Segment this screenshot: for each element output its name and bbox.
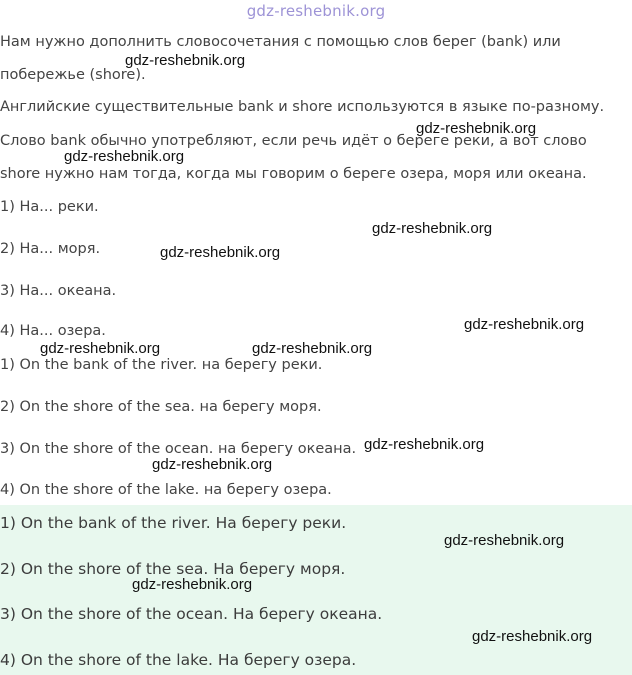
intro-line-4: Слово bank обычно употребляют, если речь идёт о береге реки, а вот слово [0,133,587,149]
intro-line-3: Английские существительные bank и shore используются в языке по-разному. [0,99,605,115]
watermark: gdz-reshebnik.org [152,456,273,473]
watermark: gdz-reshebnik.org [372,220,493,237]
watermark: gdz-reshebnik.org [464,316,585,333]
intro-line-2: побережье (shore). [0,67,146,83]
watermark: gdz-reshebnik.org [64,148,185,165]
translation-item-4: 4) On the shore of the lake. на берегу озера. [0,482,332,498]
watermark: gdz-reshebnik.org [132,576,253,593]
watermark: gdz-reshebnik.org [364,436,485,453]
translation-item-3: 3) On the shore of the ocean. на берегу океана. [0,441,357,457]
answer-item-4: 4) On the shore of the lake. На берегу озера. [0,651,357,669]
translation-item-1: 1) On the bank of the river. на берегу реки. [0,357,323,373]
task-item-3: 3) На... океана. [0,283,117,299]
task-item-1: 1) На... реки. [0,199,99,215]
answer-item-3: 3) On the shore of the ocean. На берегу океана. [0,605,383,623]
answer-item-1: 1) On the bank of the river. На берегу реки. [0,514,347,532]
intro-line-5: shore нужно нам тогда, когда мы говорим о береге озера, моря или океана. [0,166,587,182]
watermark: gdz-reshebnik.org [125,52,246,69]
watermark: gdz-reshebnik.org [416,120,537,137]
watermark: gdz-reshebnik.org [472,628,593,645]
watermark: gdz-reshebnik.org [160,244,281,261]
translation-item-2: 2) On the shore of the sea. на берегу моря. [0,399,322,415]
site-header-link[interactable]: gdz-reshebnik.org [246,2,386,20]
answer-item-2: 2) On the shore of the sea. На берегу моря. [0,560,346,578]
watermark: gdz-reshebnik.org [252,340,373,357]
task-item-2: 2) На... моря. [0,241,101,257]
watermark: gdz-reshebnik.org [40,340,161,357]
watermark: gdz-reshebnik.org [444,532,565,549]
intro-line-1: Нам нужно дополнить словосочетания с помощью слов берег (bank) или [0,34,561,50]
task-item-4: 4) На... озера. [0,323,106,339]
